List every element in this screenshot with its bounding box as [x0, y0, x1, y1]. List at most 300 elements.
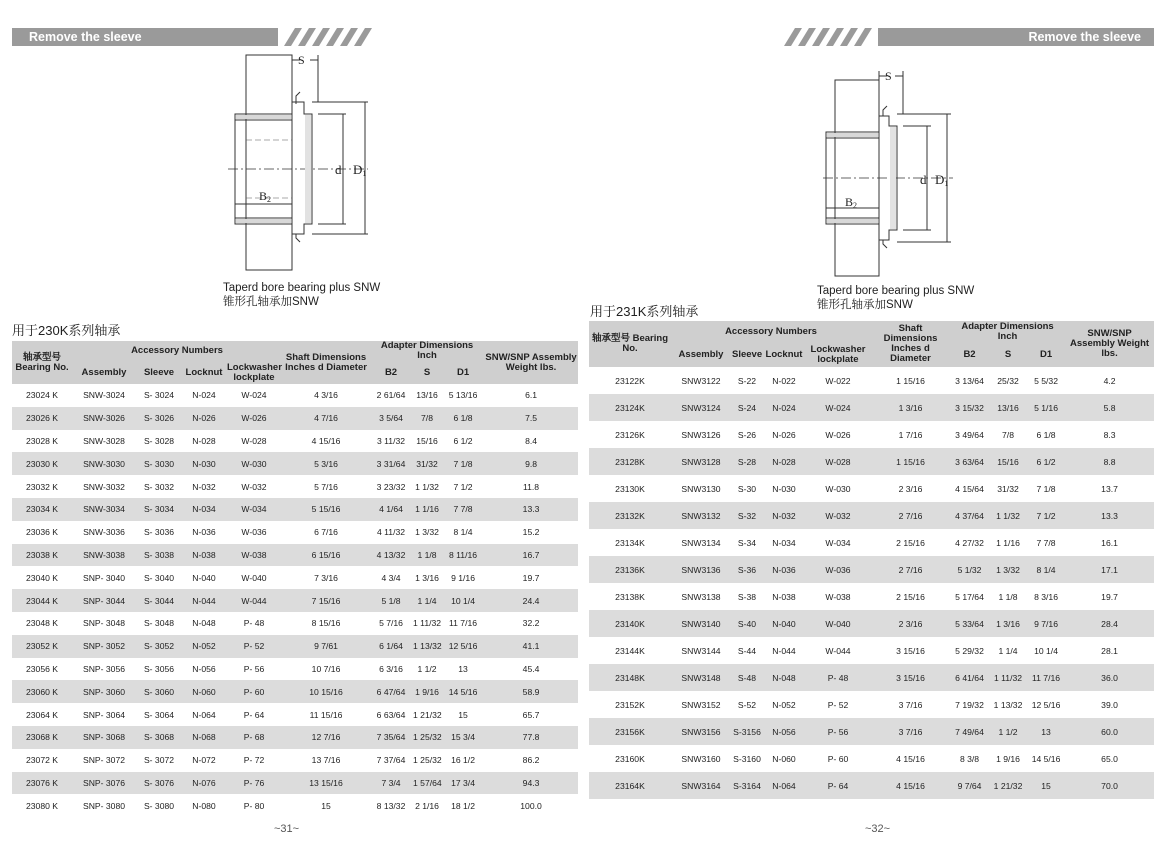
cell-shaft-diameter: 2 15/16: [871, 529, 950, 556]
cell-sleeve: S-3160: [731, 745, 763, 772]
figure-caption: [223, 281, 380, 309]
cell-b2: 4 1/64: [370, 498, 412, 521]
cell-d1: 13: [442, 658, 484, 681]
cell-weight: 94.3: [484, 772, 578, 795]
cell-s: 1 1/16: [989, 529, 1027, 556]
header-assembly-weight: SNW/SNP Assembly Weight lbs.: [484, 341, 578, 384]
cell-bearing-no: 23032 K: [12, 475, 72, 498]
right-page: [585, 0, 1170, 857]
bearing-table: [12, 341, 578, 817]
cell-b2: 7 35/64: [370, 726, 412, 749]
cell-assembly: SNW3144: [671, 637, 731, 664]
cell-b2: 3 15/32: [950, 394, 989, 421]
cell-assembly: SNW3136: [671, 556, 731, 583]
table-row: [12, 452, 578, 475]
cell-weight: 19.7: [1065, 583, 1154, 610]
cell-bearing-no: 23048 K: [12, 612, 72, 635]
cell-weight: 65.0: [1065, 745, 1154, 772]
cell-bearing-no: 23164K: [589, 772, 671, 799]
header-assembly-weight: SNW/SNP Assembly Weight lbs.: [1065, 321, 1154, 367]
table-body: [12, 384, 578, 817]
cell-lockwasher: P- 64: [226, 703, 282, 726]
section-title: 用于230K系列轴承: [12, 323, 121, 338]
cell-shaft-diameter: 6 7/16: [282, 521, 370, 544]
cell-lockwasher: P- 52: [805, 691, 871, 718]
cell-locknut: N-056: [763, 718, 805, 745]
cell-s: 1 1/32: [989, 502, 1027, 529]
cell-d1: 6 1/8: [442, 407, 484, 430]
cell-weight: 5.8: [1065, 394, 1154, 421]
cell-sleeve: S-28: [731, 448, 763, 475]
table-row: [12, 498, 578, 521]
cell-s: 1 11/32: [412, 612, 442, 635]
cell-sleeve: S- 3038: [136, 544, 182, 567]
cell-b2: 3 5/64: [370, 407, 412, 430]
cell-weight: 6.1: [484, 384, 578, 407]
cell-shaft-diameter: 2 15/16: [871, 583, 950, 610]
section-title: 用于231K系列轴承: [590, 304, 699, 319]
cell-bearing-no: 23152K: [589, 691, 671, 718]
cell-locknut: N-034: [182, 498, 226, 521]
cell-d1: 17 3/4: [442, 772, 484, 795]
cell-sleeve: S-30: [731, 475, 763, 502]
cell-shaft-diameter: 5 7/16: [282, 475, 370, 498]
cell-s: 2 1/16: [412, 794, 442, 817]
table-row: [12, 772, 578, 795]
cell-sleeve: S- 3056: [136, 658, 182, 681]
cell-weight: 8.3: [1065, 421, 1154, 448]
cell-lockwasher: P- 60: [805, 745, 871, 772]
cell-d1: 7 7/8: [1027, 529, 1065, 556]
cell-shaft-diameter: 1 15/16: [871, 367, 950, 394]
cell-shaft-diameter: 10 15/16: [282, 680, 370, 703]
cell-sleeve: S-38: [731, 583, 763, 610]
cell-sleeve: S- 3026: [136, 407, 182, 430]
caption-chinese: 锥形孔轴承加SNW: [817, 299, 913, 311]
cell-weight: 32.2: [484, 612, 578, 635]
cell-bearing-no: 23040 K: [12, 566, 72, 589]
cell-sleeve: S-36: [731, 556, 763, 583]
cell-assembly: SNW3140: [671, 610, 731, 637]
cell-d1: 6 1/2: [1027, 448, 1065, 475]
bearing-table: [589, 321, 1154, 799]
cell-lockwasher: W-028: [805, 448, 871, 475]
cell-assembly: SNP- 3080: [72, 794, 136, 817]
cell-locknut: N-040: [182, 566, 226, 589]
cell-weight: 4.2: [1065, 367, 1154, 394]
cell-s: 1 3/32: [412, 521, 442, 544]
cell-sleeve: S-40: [731, 610, 763, 637]
table-row: [589, 772, 1154, 799]
cell-b2: 5 1/32: [950, 556, 989, 583]
cell-b2: 7 37/64: [370, 749, 412, 772]
cell-s: 1 3/16: [412, 566, 442, 589]
cell-lockwasher: W-040: [226, 566, 282, 589]
cell-lockwasher: W-024: [226, 384, 282, 407]
cell-b2: 2 61/64: [370, 384, 412, 407]
cell-sleeve: S- 3032: [136, 475, 182, 498]
cell-bearing-no: 23126K: [589, 421, 671, 448]
table-row: [12, 794, 578, 817]
cell-d1: 9 1/16: [442, 566, 484, 589]
cell-shaft-diameter: 1 3/16: [871, 394, 950, 421]
cell-d1: 11 7/16: [442, 612, 484, 635]
table-row: [589, 502, 1154, 529]
cell-locknut: N-052: [763, 691, 805, 718]
cell-lockwasher: P- 76: [226, 772, 282, 795]
cell-s: 1 9/16: [989, 745, 1027, 772]
cell-s: 1 3/16: [989, 610, 1027, 637]
header-d1: D1: [442, 361, 484, 384]
cell-lockwasher: W-030: [226, 452, 282, 475]
cell-assembly: SNW-3028: [72, 430, 136, 453]
caption-english: Taperd bore bearing plus SNW: [817, 285, 975, 297]
cell-s: 1 13/32: [412, 635, 442, 658]
cell-shaft-diameter: 13 7/16: [282, 749, 370, 772]
stripe-decoration: [278, 28, 388, 46]
cell-lockwasher: W-026: [226, 407, 282, 430]
cell-d1: 7 7/8: [442, 498, 484, 521]
cell-s: 1 1/4: [412, 589, 442, 612]
table-row: [589, 691, 1154, 718]
cell-b2: 6 3/16: [370, 658, 412, 681]
cell-lockwasher: W-032: [805, 502, 871, 529]
cell-b2: 5 17/64: [950, 583, 989, 610]
cell-sleeve: S- 3034: [136, 498, 182, 521]
cell-bearing-no: 23128K: [589, 448, 671, 475]
s-label: S: [885, 69, 892, 83]
cell-sleeve: S- 3068: [136, 726, 182, 749]
cell-shaft-diameter: 3 7/16: [871, 691, 950, 718]
cell-weight: 58.9: [484, 680, 578, 703]
cell-lockwasher: W-038: [226, 544, 282, 567]
cell-bearing-no: 23030 K: [12, 452, 72, 475]
cell-locknut: N-048: [182, 612, 226, 635]
cell-lockwasher: P- 60: [226, 680, 282, 703]
cell-bearing-no: 23124K: [589, 394, 671, 421]
cell-d1: 14 5/16: [442, 680, 484, 703]
cell-lockwasher: W-044: [805, 637, 871, 664]
cell-shaft-diameter: 13 15/16: [282, 772, 370, 795]
cell-d1: 7 1/8: [442, 452, 484, 475]
cell-s: 15/16: [989, 448, 1027, 475]
cell-locknut: N-044: [182, 589, 226, 612]
cell-weight: 17.1: [1065, 556, 1154, 583]
cell-d1: 8 11/16: [442, 544, 484, 567]
cell-b2: 4 37/64: [950, 502, 989, 529]
cell-assembly: SNW3148: [671, 664, 731, 691]
table-row: [12, 384, 578, 407]
table-row: [12, 430, 578, 453]
cell-locknut: N-068: [182, 726, 226, 749]
table-row: [12, 566, 578, 589]
cell-locknut: N-024: [182, 384, 226, 407]
cell-b2: 7 19/32: [950, 691, 989, 718]
cell-sleeve: S-44: [731, 637, 763, 664]
cell-locknut: N-030: [763, 475, 805, 502]
cell-locknut: N-028: [182, 430, 226, 453]
cell-shaft-diameter: 10 7/16: [282, 658, 370, 681]
table-row: [12, 680, 578, 703]
header-adapter-dimensions: Adapter Dimensions Inch: [370, 341, 484, 361]
cell-b2: 3 23/32: [370, 475, 412, 498]
cell-s: 1 21/32: [412, 703, 442, 726]
cell-assembly: SNW-3036: [72, 521, 136, 544]
table-row: [12, 521, 578, 544]
cell-shaft-diameter: 4 15/16: [282, 430, 370, 453]
table-row: [12, 612, 578, 635]
cell-shaft-diameter: 4 7/16: [282, 407, 370, 430]
cell-bearing-no: 23060 K: [12, 680, 72, 703]
cell-assembly: SNW-3026: [72, 407, 136, 430]
cell-locknut: N-038: [763, 583, 805, 610]
caption-english: Taperd bore bearing plus SNW: [223, 282, 381, 294]
cell-b2: 8 13/32: [370, 794, 412, 817]
cell-s: 1 1/16: [412, 498, 442, 521]
cell-s: 1 57/64: [412, 772, 442, 795]
cell-lockwasher: W-034: [226, 498, 282, 521]
cell-locknut: N-036: [182, 521, 226, 544]
cell-s: 13/16: [989, 394, 1027, 421]
cell-d1: 10 1/4: [1027, 637, 1065, 664]
cell-d1: 10 1/4: [442, 589, 484, 612]
cell-locknut: N-024: [763, 394, 805, 421]
cell-bearing-no: 23160K: [589, 745, 671, 772]
cell-assembly: SNP- 3060: [72, 680, 136, 703]
cell-d1: 8 1/4: [442, 521, 484, 544]
cell-lockwasher: W-044: [226, 589, 282, 612]
cell-shaft-diameter: 5 15/16: [282, 498, 370, 521]
cell-shaft-diameter: 7 3/16: [282, 566, 370, 589]
cell-weight: 7.5: [484, 407, 578, 430]
cell-sleeve: S- 3024: [136, 384, 182, 407]
cell-d1: 5 5/32: [1027, 367, 1065, 394]
cell-b2: 8 3/8: [950, 745, 989, 772]
header-shaft-dimensions: Shaft Dimensions Inches d Diameter: [282, 341, 370, 384]
cell-s: 1 3/32: [989, 556, 1027, 583]
cell-assembly: SNW3128: [671, 448, 731, 475]
header-d1: D1: [1027, 343, 1065, 367]
cell-b2: 4 13/32: [370, 544, 412, 567]
cell-sleeve: S-3164: [731, 772, 763, 799]
cell-b2: 7 3/4: [370, 772, 412, 795]
cell-s: 1 1/32: [412, 475, 442, 498]
cell-shaft-diameter: 9 7/61: [282, 635, 370, 658]
header-b2: B2: [950, 343, 989, 367]
header-lockwasher: Lockwasher lockplate: [805, 343, 871, 367]
cell-assembly: SNW-3024: [72, 384, 136, 407]
header-accessory-numbers: Accessory Numbers: [671, 321, 871, 343]
cell-assembly: SNW-3032: [72, 475, 136, 498]
cell-weight: 15.2: [484, 521, 578, 544]
cell-b2: 3 31/64: [370, 452, 412, 475]
cell-locknut: N-060: [763, 745, 805, 772]
cell-bearing-no: 23132K: [589, 502, 671, 529]
stripe-decoration: [778, 28, 888, 46]
cell-b2: 4 27/32: [950, 529, 989, 556]
cell-sleeve: S-3156: [731, 718, 763, 745]
cell-shaft-diameter: 3 15/16: [871, 664, 950, 691]
cell-sleeve: S- 3080: [136, 794, 182, 817]
cell-weight: 13.3: [1065, 502, 1154, 529]
cell-b2: 6 41/64: [950, 664, 989, 691]
cell-weight: 11.8: [484, 475, 578, 498]
cell-b2: 3 49/64: [950, 421, 989, 448]
table-row: [589, 448, 1154, 475]
cell-sleeve: S-24: [731, 394, 763, 421]
cell-s: 1 9/16: [412, 680, 442, 703]
cell-b2: 3 63/64: [950, 448, 989, 475]
cell-b2: 4 3/4: [370, 566, 412, 589]
cell-shaft-diameter: 11 15/16: [282, 703, 370, 726]
cell-b2: 4 11/32: [370, 521, 412, 544]
cell-shaft-diameter: 8 15/16: [282, 612, 370, 635]
cell-d1: 7 1/2: [1027, 502, 1065, 529]
cell-bearing-no: 23044 K: [12, 589, 72, 612]
cell-s: 1 13/32: [989, 691, 1027, 718]
cell-s: 1 21/32: [989, 772, 1027, 799]
cell-locknut: N-038: [182, 544, 226, 567]
cell-s: 1 1/2: [989, 718, 1027, 745]
cell-bearing-no: 23072 K: [12, 749, 72, 772]
cell-bearing-no: 23138K: [589, 583, 671, 610]
cell-b2: 6 47/64: [370, 680, 412, 703]
cell-d1: 6 1/8: [1027, 421, 1065, 448]
table-row: [12, 658, 578, 681]
cell-d1: 7 1/2: [442, 475, 484, 498]
cell-assembly: SNW3138: [671, 583, 731, 610]
cell-weight: 19.7: [484, 566, 578, 589]
cell-bearing-no: 23068 K: [12, 726, 72, 749]
cell-b2: 6 1/64: [370, 635, 412, 658]
cell-lockwasher: P- 64: [805, 772, 871, 799]
cell-sleeve: S- 3060: [136, 680, 182, 703]
cell-weight: 100.0: [484, 794, 578, 817]
cell-lockwasher: P- 72: [226, 749, 282, 772]
cell-lockwasher: P- 48: [226, 612, 282, 635]
cell-d1: 14 5/16: [1027, 745, 1065, 772]
cell-s: 1 1/8: [989, 583, 1027, 610]
cell-assembly: SNP- 3048: [72, 612, 136, 635]
cell-d1: 15: [1027, 772, 1065, 799]
table-row: [12, 407, 578, 430]
cell-weight: 16.7: [484, 544, 578, 567]
cell-shaft-diameter: 15: [282, 794, 370, 817]
cell-lockwasher: P- 56: [805, 718, 871, 745]
d-label: d: [335, 162, 342, 177]
table-row: [589, 367, 1154, 394]
cell-locknut: N-032: [763, 502, 805, 529]
cell-locknut: N-026: [763, 421, 805, 448]
cell-weight: 70.0: [1065, 772, 1154, 799]
cell-b2: 9 7/64: [950, 772, 989, 799]
cell-d1: 8 3/16: [1027, 583, 1065, 610]
cell-s: 25/32: [989, 367, 1027, 394]
cell-assembly: SNW3134: [671, 529, 731, 556]
cell-lockwasher: W-028: [226, 430, 282, 453]
cell-assembly: SNP- 3044: [72, 589, 136, 612]
cell-locknut: N-036: [763, 556, 805, 583]
header-sleeve: Sleeve: [731, 343, 763, 367]
cell-bearing-no: 23076 K: [12, 772, 72, 795]
cell-locknut: N-064: [763, 772, 805, 799]
cell-lockwasher: P- 68: [226, 726, 282, 749]
cell-s: 31/32: [412, 452, 442, 475]
s-label: S: [298, 53, 305, 67]
header-b2: B2: [370, 361, 412, 384]
cell-s: 7/8: [989, 421, 1027, 448]
cell-assembly: SNW3164: [671, 772, 731, 799]
cell-lockwasher: W-036: [226, 521, 282, 544]
cell-locknut: N-072: [182, 749, 226, 772]
cell-d1: 12 5/16: [1027, 691, 1065, 718]
cell-lockwasher: W-032: [226, 475, 282, 498]
cell-lockwasher: W-030: [805, 475, 871, 502]
cell-bearing-no: 23034 K: [12, 498, 72, 521]
cell-lockwasher: W-022: [805, 367, 871, 394]
cell-weight: 60.0: [1065, 718, 1154, 745]
cell-assembly: SNW3160: [671, 745, 731, 772]
cell-b2: 3 11/32: [370, 430, 412, 453]
table-row: [589, 745, 1154, 772]
cell-weight: 28.4: [1065, 610, 1154, 637]
cell-shaft-diameter: 2 3/16: [871, 610, 950, 637]
cell-sleeve: S- 3052: [136, 635, 182, 658]
cell-d1: 18 1/2: [442, 794, 484, 817]
cell-s: 7/8: [412, 407, 442, 430]
cell-weight: 16.1: [1065, 529, 1154, 556]
figure-caption: [817, 284, 974, 312]
cell-assembly: SNW3124: [671, 394, 731, 421]
cell-locknut: N-056: [182, 658, 226, 681]
table-row: [12, 589, 578, 612]
header-accessory-numbers: Accessory Numbers: [72, 341, 282, 361]
cell-assembly: SNP- 3052: [72, 635, 136, 658]
header-assembly: Assembly: [72, 361, 136, 384]
cell-s: 1 25/32: [412, 726, 442, 749]
cell-b2: 6 63/64: [370, 703, 412, 726]
cell-bearing-no: 23056 K: [12, 658, 72, 681]
cell-assembly: SNP- 3040: [72, 566, 136, 589]
cell-sleeve: S-52: [731, 691, 763, 718]
table-row: [589, 394, 1154, 421]
cell-weight: 39.0: [1065, 691, 1154, 718]
page-number: ~31~: [274, 823, 300, 835]
cell-shaft-diameter: 12 7/16: [282, 726, 370, 749]
cell-locknut: N-026: [182, 407, 226, 430]
cell-d1: 15 3/4: [442, 726, 484, 749]
table-body: [589, 367, 1154, 799]
cell-lockwasher: W-024: [805, 394, 871, 421]
cell-sleeve: S- 3048: [136, 612, 182, 635]
cell-shaft-diameter: 3 7/16: [871, 718, 950, 745]
cell-assembly: SNW3122: [671, 367, 731, 394]
cell-lockwasher: W-038: [805, 583, 871, 610]
section-banner: Remove the sleeve: [12, 28, 278, 46]
cell-weight: 24.4: [484, 589, 578, 612]
cell-sleeve: S-22: [731, 367, 763, 394]
cell-locknut: N-076: [182, 772, 226, 795]
cell-locknut: N-034: [763, 529, 805, 556]
cell-assembly: SNP- 3076: [72, 772, 136, 795]
b2-label: B2: [259, 189, 272, 204]
cell-weight: 77.8: [484, 726, 578, 749]
cell-s: 31/32: [989, 475, 1027, 502]
cell-b2: 5 29/32: [950, 637, 989, 664]
cell-locknut: N-052: [182, 635, 226, 658]
cell-locknut: N-044: [763, 637, 805, 664]
cell-assembly: SNW3156: [671, 718, 731, 745]
